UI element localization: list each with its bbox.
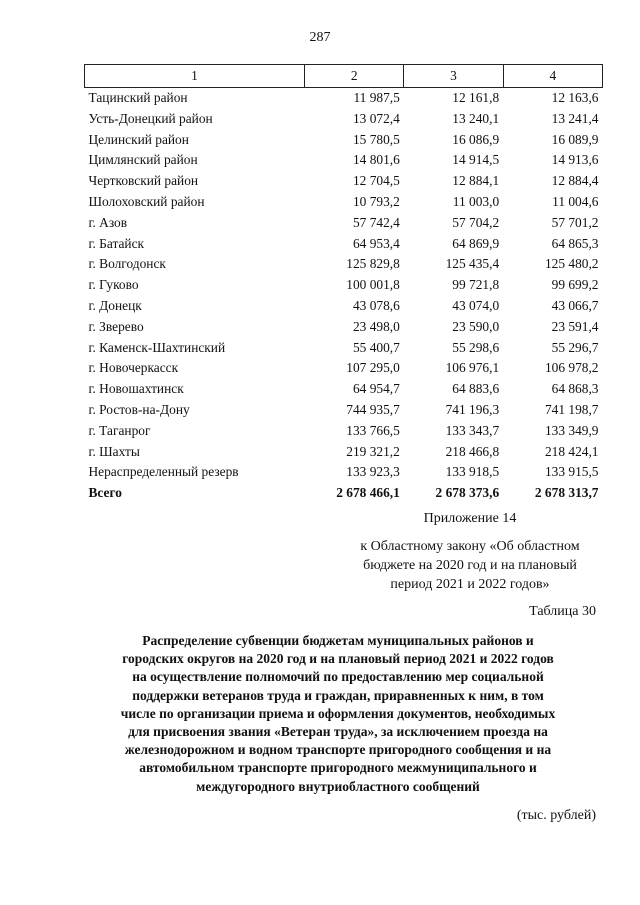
row-value-2: 23 498,0 — [352, 318, 400, 334]
row-value-3: 133 343,7 — [445, 422, 500, 438]
row-value-3: 125 435,4 — [445, 256, 500, 272]
appendix-line-1: к Областному закону «Об областном — [360, 539, 580, 554]
row-value-4: 741 198,7 — [544, 401, 599, 417]
row-value-4: 13 241,4 — [551, 110, 599, 126]
row-label: г. Ростов-на-Дону — [88, 401, 190, 417]
row-value-3: 55 298,6 — [452, 339, 500, 355]
appendix-line-2: бюджете на 2020 год и на плановый — [363, 558, 577, 573]
row-label: г. Шахты — [88, 443, 140, 459]
row-value-3: 11 003,0 — [452, 193, 500, 209]
row-label: г. Гуково — [88, 277, 139, 293]
row-value-2: 57 742,4 — [352, 214, 400, 230]
row-value-3: 57 704,2 — [452, 214, 500, 230]
column-header-2: 2 — [305, 65, 404, 88]
row-value-2: 15 780,5 — [352, 131, 400, 147]
table-row — [85, 462, 603, 483]
table-row — [85, 234, 603, 255]
table-row — [85, 275, 603, 296]
row-value-3: 133 918,5 — [445, 464, 500, 480]
row-value-2: 219 321,2 — [346, 443, 400, 459]
table-row — [85, 254, 603, 275]
row-value-4: 125 480,2 — [544, 256, 599, 272]
row-value-3: 23 590,0 — [452, 318, 500, 334]
row-value-2: 107 295,0 — [346, 360, 400, 376]
row-label: г. Новочеркасск — [88, 360, 179, 376]
row-value-4: 14 913,6 — [551, 152, 599, 168]
page-number: 287 — [309, 30, 331, 45]
title-line: поддержки ветеранов труда и граждан, приравненных к ним, в том — [132, 687, 544, 703]
row-value-3: 64 883,6 — [452, 381, 500, 397]
document-title — [88, 632, 588, 796]
row-value-3: 64 869,9 — [452, 235, 500, 251]
row-value-4: 133 349,9 — [544, 422, 599, 438]
title-line: числе по организации приема и оформления документов, необходимых — [120, 705, 556, 721]
table-row — [85, 192, 603, 213]
table-row — [85, 109, 603, 130]
table-row — [85, 150, 603, 171]
row-value-2: 125 829,8 — [346, 256, 400, 272]
table-row — [85, 400, 603, 421]
row-value-4: 99 699,2 — [551, 277, 599, 293]
row-label: г. Зверево — [88, 318, 144, 334]
table-row — [85, 442, 603, 463]
units-label: (тыс. рублей) — [516, 808, 596, 823]
row-value-4: 218 424,1 — [544, 443, 599, 459]
row-value-2: 12 704,5 — [352, 173, 400, 189]
appendix-block — [340, 511, 600, 594]
row-value-4: 2 678 313,7 — [534, 485, 599, 501]
row-value-4: 43 066,7 — [551, 297, 599, 313]
row-value-4: 64 868,3 — [551, 381, 599, 397]
row-label: г. Таганрог — [88, 422, 151, 438]
row-value-2: 133 923,3 — [346, 464, 400, 480]
row-label: г. Азов — [88, 214, 128, 230]
row-value-4: 133 915,5 — [544, 464, 599, 480]
row-value-2: 13 072,4 — [352, 110, 400, 126]
row-label: г. Новошахтинск — [88, 381, 184, 397]
row-label: Цимлянский район — [88, 152, 198, 168]
row-value-4: 106 978,2 — [544, 360, 599, 376]
row-value-2: 55 400,7 — [352, 339, 400, 355]
row-value-4: 12 884,4 — [551, 173, 599, 189]
table-row — [85, 358, 603, 379]
row-label: г. Донецк — [88, 297, 142, 313]
column-header-1: 1 — [85, 65, 305, 88]
table-row — [85, 130, 603, 151]
budget-table — [84, 64, 603, 504]
column-header-3: 3 — [404, 65, 503, 88]
row-value-2: 11 987,5 — [353, 90, 400, 105]
table-body — [85, 88, 603, 504]
row-label: Тацинский район — [88, 90, 188, 105]
row-value-4: 64 865,3 — [551, 235, 599, 251]
row-value-3: 43 074,0 — [452, 297, 500, 313]
row-label: г. Волгодонск — [88, 256, 166, 272]
row-value-3: 16 086,9 — [452, 131, 500, 147]
row-value-3: 106 976,1 — [445, 360, 500, 376]
row-label: Усть-Донецкий район — [88, 110, 213, 126]
title-line: городских округов на 2020 год и на плановый период 2021 и 2022 годов — [122, 651, 554, 667]
row-label: Нераспределенный резерв — [88, 464, 239, 480]
row-value-2: 100 001,8 — [346, 277, 400, 293]
table-row — [85, 171, 603, 192]
title-line: Распределение субвенции бюджетам муниципальных районов и — [142, 633, 534, 648]
row-value-2: 744 935,7 — [346, 401, 400, 417]
table-row — [85, 421, 603, 442]
row-value-3: 218 466,8 — [445, 443, 500, 459]
row-value-3: 14 914,5 — [452, 152, 500, 168]
row-value-4: 57 701,2 — [551, 214, 599, 230]
row-value-2: 2 678 466,1 — [336, 485, 400, 501]
row-value-2: 64 953,4 — [352, 235, 400, 251]
table-label: Таблица 30 — [529, 604, 596, 619]
row-label: г. Батайск — [88, 235, 145, 251]
column-header-4: 4 — [503, 65, 602, 88]
row-value-4: 11 004,6 — [552, 193, 599, 209]
row-value-4: 16 089,9 — [551, 131, 599, 147]
table-row — [85, 379, 603, 400]
title-line: автомобильном транспорте пригородного межмуниципального и — [139, 760, 537, 776]
title-line: железнодорожном и водном транспорте пригородного сообщения и на — [124, 742, 552, 758]
table-row — [85, 88, 603, 109]
table-row — [85, 338, 603, 359]
row-value-3: 12 161,8 — [452, 90, 500, 105]
row-label: Целинский район — [88, 131, 189, 147]
row-value-2: 14 801,6 — [352, 152, 400, 168]
row-value-3: 13 240,1 — [452, 110, 500, 126]
row-value-2: 10 793,2 — [352, 193, 400, 209]
table-row — [85, 213, 603, 234]
table-header-row — [85, 65, 603, 88]
row-value-4: 12 163,6 — [551, 90, 599, 105]
row-value-3: 741 196,3 — [445, 401, 500, 417]
appendix-line-3: период 2021 и 2022 годов» — [390, 577, 550, 592]
row-value-3: 12 884,1 — [452, 173, 500, 189]
title-line: междугородного внутриобластного сообщений — [196, 778, 480, 794]
row-value-2: 43 078,6 — [352, 297, 400, 313]
appendix-heading: Приложение 14 — [423, 511, 517, 526]
table-row — [85, 296, 603, 317]
row-value-2: 64 954,7 — [352, 381, 400, 397]
row-value-3: 2 678 373,6 — [435, 485, 500, 501]
row-label: Всего — [88, 485, 122, 501]
row-value-3: 99 721,8 — [452, 277, 500, 293]
row-value-4: 23 591,4 — [551, 318, 599, 334]
row-label: г. Каменск-Шахтинский — [88, 339, 226, 355]
row-label: Шолоховский район — [88, 193, 205, 209]
row-value-2: 133 766,5 — [346, 422, 400, 438]
row-value-4: 55 296,7 — [551, 339, 599, 355]
table-row — [85, 317, 603, 338]
total-row — [85, 483, 603, 504]
title-line: для присвоения звания «Ветеран труда», за исключением проезда на — [128, 724, 548, 740]
row-label: Чертковский район — [88, 173, 199, 189]
title-line: на осуществление полномочий по предоставлению мер социальной — [132, 669, 544, 685]
